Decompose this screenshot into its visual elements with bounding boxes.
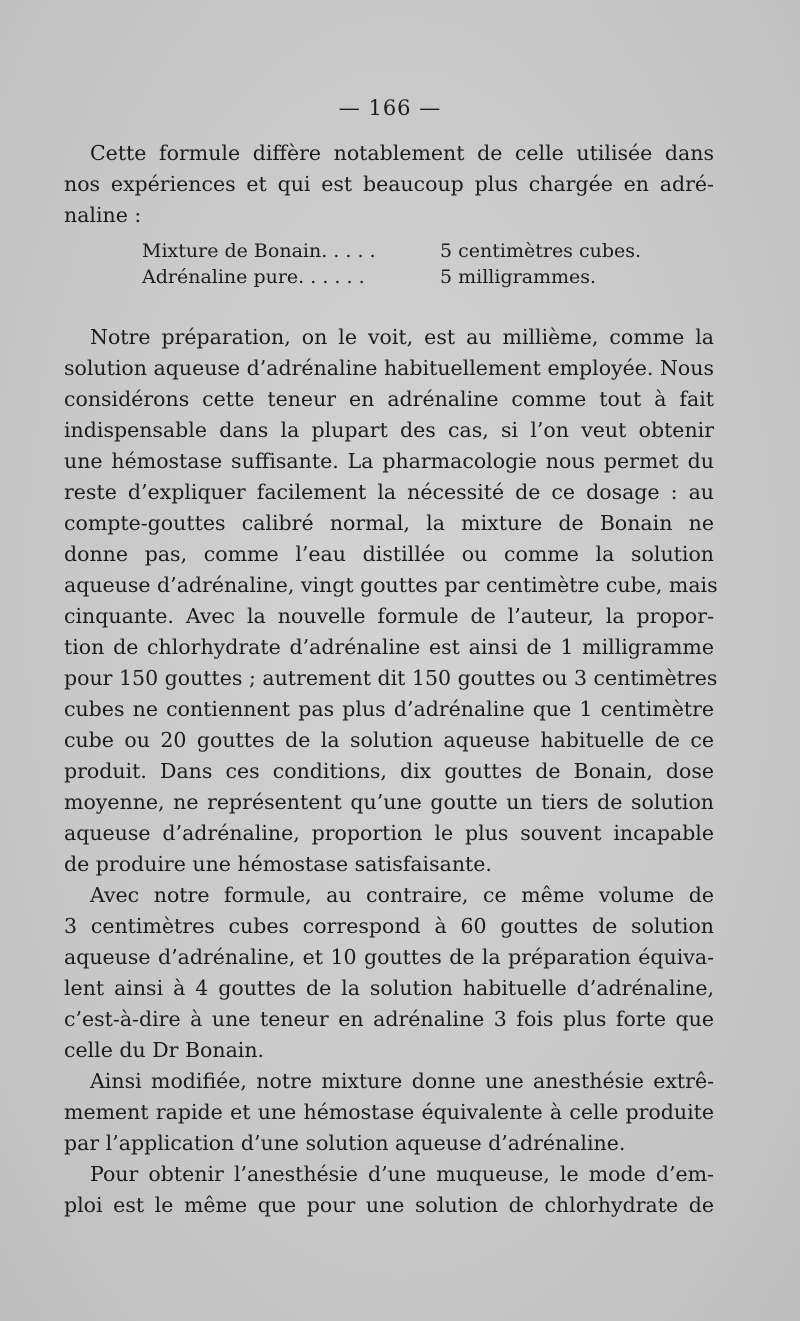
text-line: compte-gouttes calibré normal, la mixture de Bonain ne [64, 511, 714, 535]
text-line: c’est-à-dire à une teneur en adrénaline 3 fois plus forte que [64, 1007, 714, 1031]
text-line: ploi est le même que pour une solution de chlorhydrate de [64, 1193, 714, 1217]
text-line: naline : [64, 203, 142, 227]
formula-value: 5 milligrammes. [440, 266, 597, 288]
text-line: cubes ne contiennent pas plus d’adrénaline que 1 centimètre [64, 697, 714, 721]
text-line: produit. Dans ces conditions, dix gouttes de Bonain, dose [64, 759, 714, 783]
paragraph-3 [64, 1066, 714, 1159]
text-line: Ainsi modifiée, notre mixture donne une anesthésie extrê- [90, 1069, 714, 1093]
text-line: mement rapide et une hémostase équivalente à celle produite [64, 1100, 714, 1124]
text-line: lent ainsi à 4 gouttes de la solution habituelle d’adrénaline, [64, 976, 714, 1000]
text-line: Cette formule diffère notablement de celle utilisée dans [90, 141, 714, 165]
text-line: une hémostase suffisante. La pharmacologie nous permet du [64, 449, 714, 473]
text-line: tion de chlorhydrate d’adrénaline est ainsi de 1 milligramme [64, 635, 714, 659]
formula-label: Mixture de Bonain. . . . . [142, 240, 376, 262]
text-line: Pour obtenir l’anesthésie d’une muqueuse, le mode d’em- [90, 1162, 714, 1186]
text-line: celle du Dr Bonain. [64, 1038, 265, 1062]
text-line: aqueuse d’adrénaline, vingt gouttes par centimètre cube, mais [64, 573, 718, 597]
text-line: pour 150 gouttes ; autrement dit 150 gouttes ou 3 centimètres [64, 666, 718, 690]
paragraph-1 [64, 322, 718, 880]
page-number: — 166 — [338, 96, 442, 120]
paragraph-4 [64, 1159, 714, 1221]
text-line: indispensable dans la plupart des cas, si l’on veut obtenir [64, 418, 714, 442]
text-line: aqueuse d’adrénaline, proportion le plus souvent incapable [64, 821, 714, 845]
text-line: par l’application d’une solution aqueuse d’adrénaline. [64, 1131, 626, 1155]
formula-value: 5 centimètres cubes. [440, 240, 642, 262]
formula-label: Adrénaline pure. . . . . . [142, 266, 365, 288]
text-line: reste d’expliquer facilement la nécessité de ce dosage : au [64, 480, 714, 504]
formula-row [142, 238, 662, 264]
text-line: Notre préparation, on le voit, est au millième, comme la [90, 325, 714, 349]
formula-table [142, 238, 662, 290]
paragraph-2 [64, 880, 714, 1066]
text-line: 3 centimètres cubes correspond à 60 gouttes de solution [64, 914, 714, 938]
text-line: cube ou 20 gouttes de la solution aqueuse habituelle de ce [64, 728, 714, 752]
main-text [64, 322, 718, 1221]
text-line: solution aqueuse d’adrénaline habituellement employée. Nous [64, 356, 714, 380]
text-line: Avec notre formule, au contraire, ce même volume de [90, 883, 714, 907]
text-line: cinquante. Avec la nouvelle formule de l’auteur, la propor- [64, 604, 714, 628]
text-line: donne pas, comme l’eau distillée ou comme la solution [64, 542, 714, 566]
formula-row [142, 264, 662, 290]
text-line: aqueuse d’adrénaline, et 10 gouttes de la préparation équiva- [64, 945, 714, 969]
text-line: de produire une hémostase satisfaisante. [64, 852, 492, 876]
text-line: moyenne, ne représentent qu’une goutte un tiers de solution [64, 790, 714, 814]
intro-paragraph [64, 138, 714, 231]
text-line: considérons cette teneur en adrénaline comme tout à fait [64, 387, 714, 411]
text-line: nos expériences et qui est beaucoup plus chargée en adré- [64, 172, 714, 196]
